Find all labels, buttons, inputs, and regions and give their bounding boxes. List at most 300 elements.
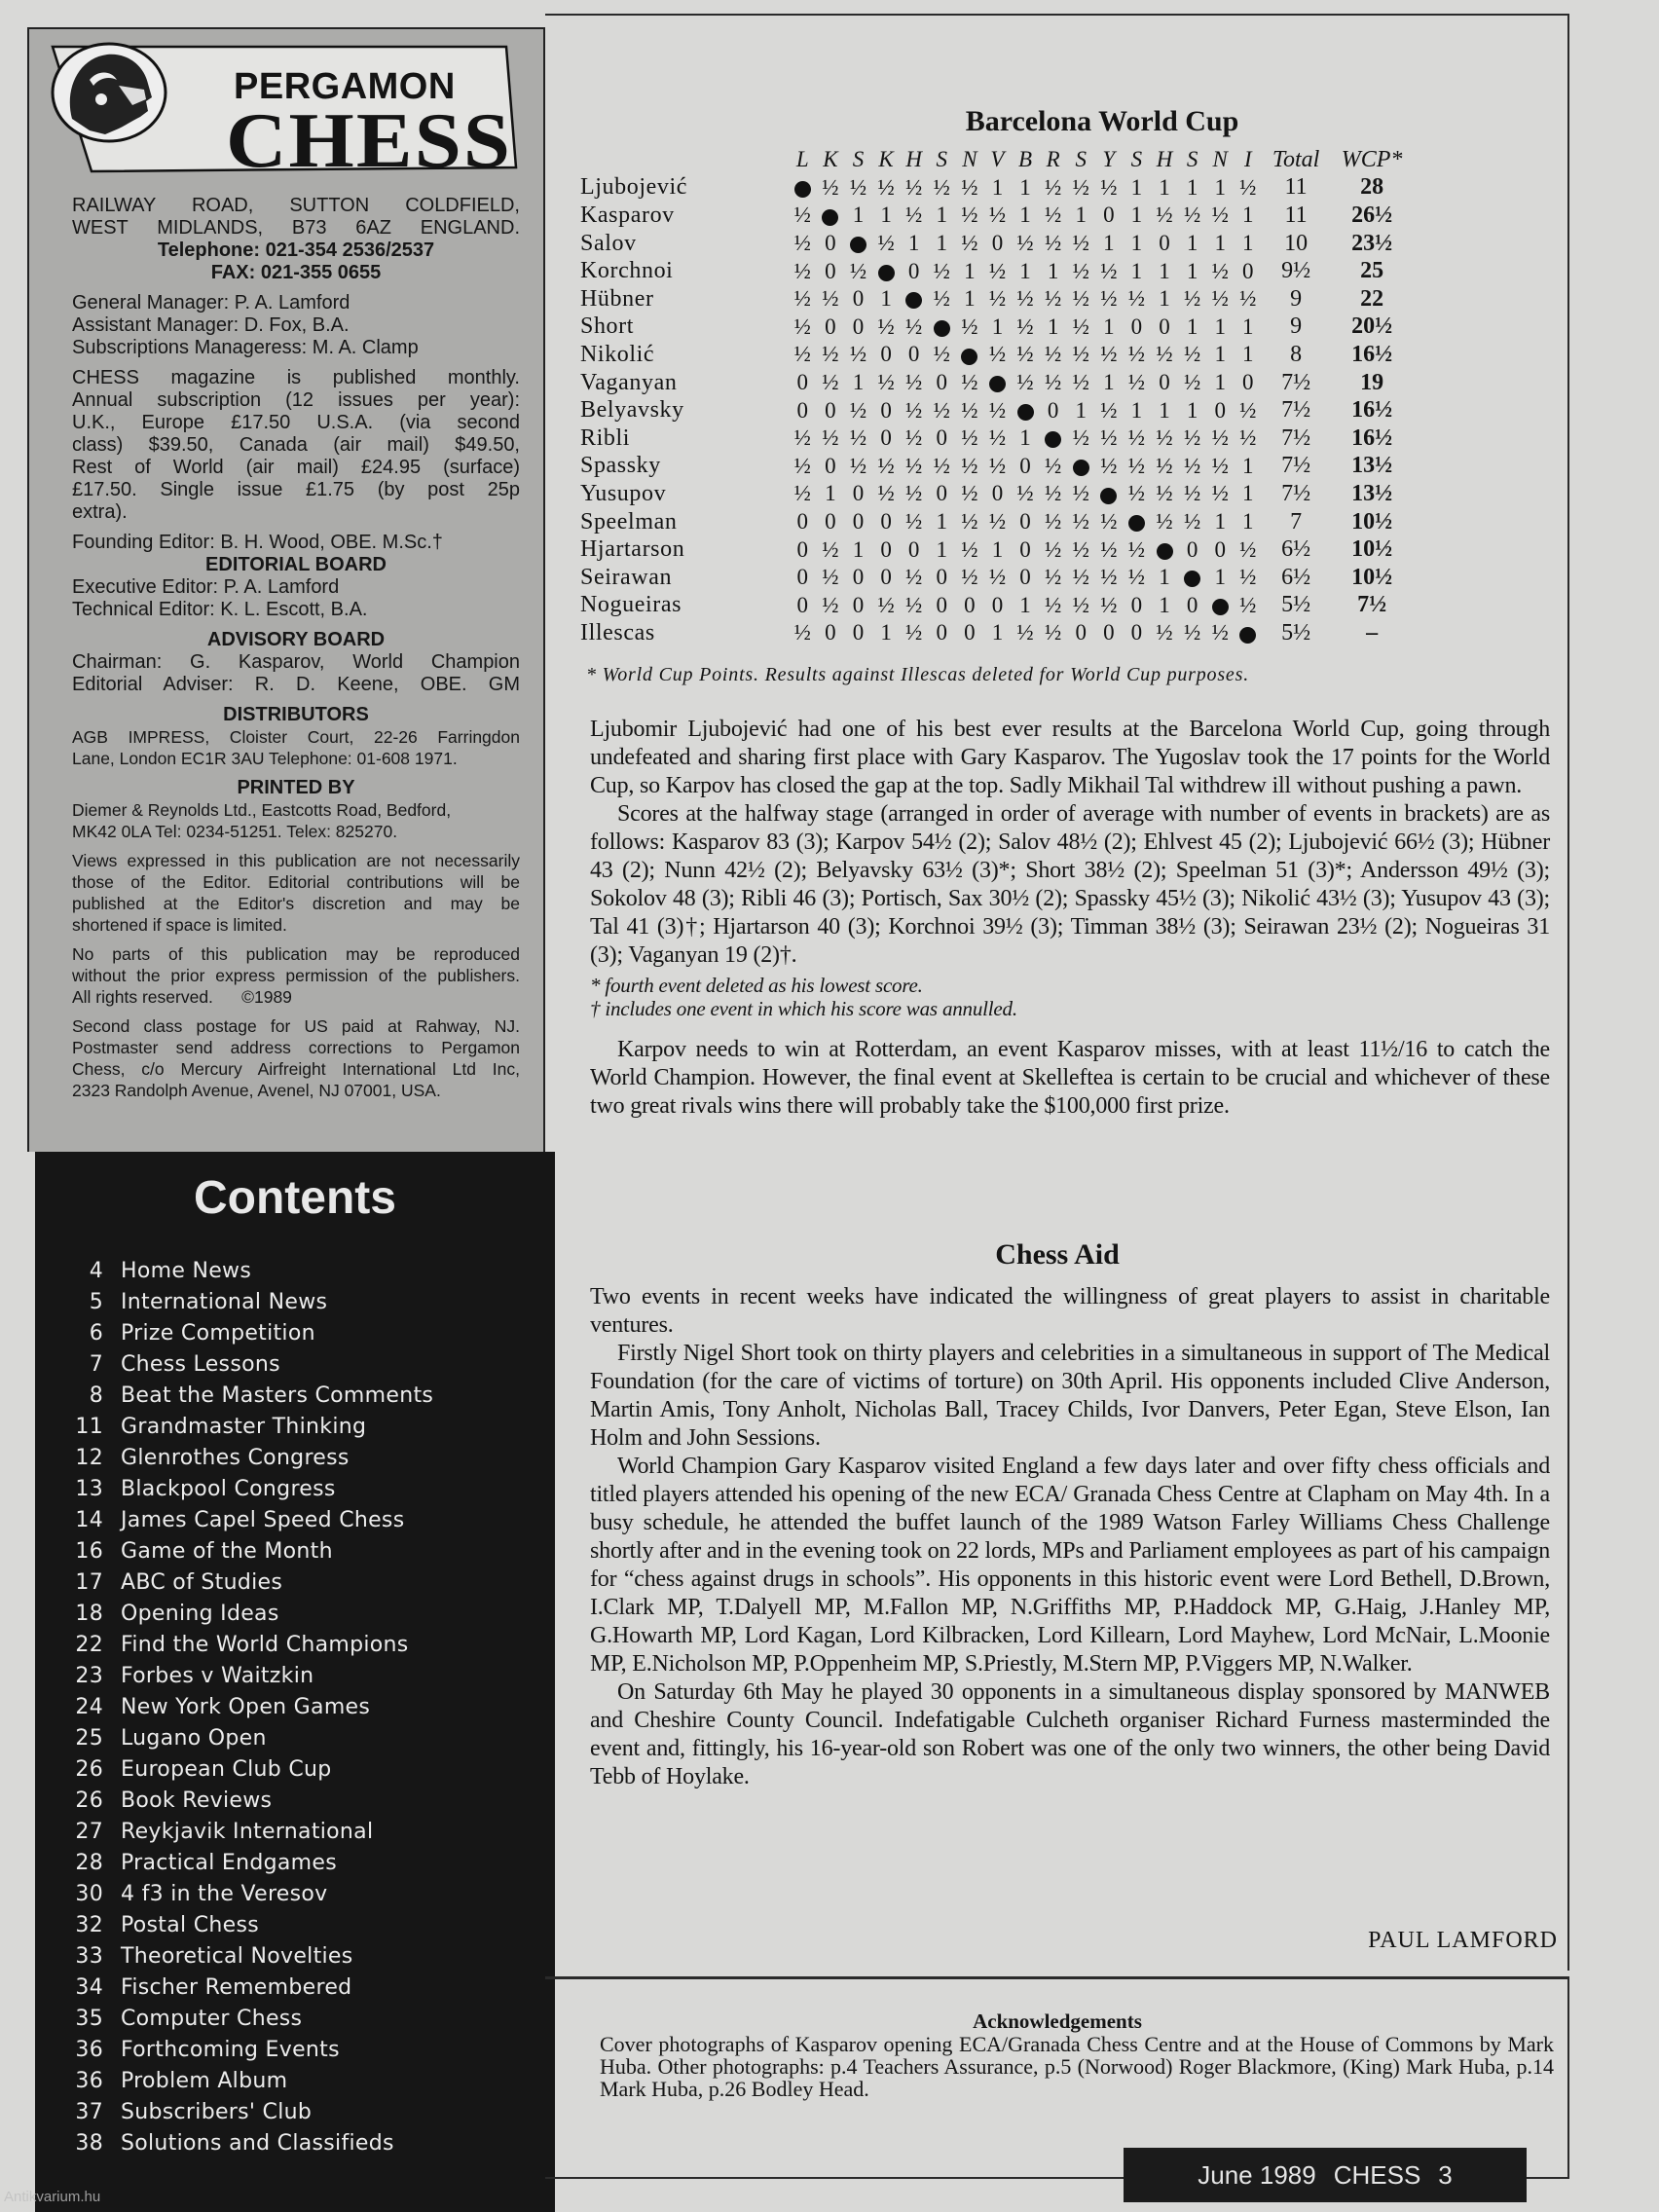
- subscription-line: extra).: [72, 501, 128, 523]
- player-name: Yusupov: [580, 480, 667, 506]
- player-wcp: 10½: [1351, 536, 1393, 563]
- crosstable-row: [580, 480, 1414, 508]
- player-name: Nikolić: [580, 341, 655, 367]
- crosstable-row: [580, 619, 1414, 647]
- footer-magazine: CHESS: [1333, 2159, 1421, 2190]
- contents-item: [64, 2127, 541, 2158]
- contents-page-number: 22: [75, 1632, 103, 1657]
- game-result: 0: [852, 592, 865, 617]
- editorial-board-line: Technical Editor: K. L. Escott, B.A.: [72, 599, 368, 620]
- game-result: 1: [1159, 286, 1170, 312]
- game-result: ½: [793, 231, 811, 256]
- filled-circle-icon: [1045, 431, 1061, 448]
- contents-page-number: 23: [75, 1663, 103, 1688]
- contents-page-number: 16: [75, 1538, 103, 1564]
- paragraph: On Saturday 6th May he played 30 opponents in a simultaneous display sponsored by MANWEB and Cheshire County Council. Indefatigable Culcheth organiser Richard Furness masterminded the event and, fittingly, his 16-year-old son Robert was one of the only two winners, the other being David Tebb of Hoylake.: [590, 1679, 1550, 1789]
- contents-item-title: Subscribers' Club: [121, 2099, 313, 2124]
- subscription-line: U.K., Europe £17.50 U.S.A. (via second: [72, 412, 520, 433]
- player-total: 7½: [1281, 369, 1311, 395]
- game-result: ½: [1072, 313, 1089, 339]
- contents-item: [64, 1535, 541, 1567]
- game-result: ½: [1045, 536, 1062, 562]
- game-result: 1: [1075, 203, 1087, 228]
- contents-page-number: 12: [75, 1445, 103, 1470]
- game-result: 0: [880, 509, 892, 535]
- player-wcp: 22: [1360, 285, 1384, 312]
- contents-item: [64, 1598, 541, 1629]
- game-result: ½: [1100, 174, 1118, 200]
- contents-page-number: 5: [89, 1289, 103, 1314]
- contents-item: [64, 1473, 541, 1504]
- self-game-dot-icon: [1067, 454, 1095, 479]
- game-result: 1: [852, 370, 865, 395]
- game-result: 1: [991, 174, 1004, 200]
- player-name: Ljubojević: [580, 174, 687, 201]
- player-wcp: 19: [1360, 369, 1384, 395]
- game-result: 0: [936, 592, 948, 617]
- paragraph: Karpov needs to win at Rotterdam, an event Kasparov misses, with at least 11½/16 to catch the World Champion. However, the final event at Skelleftea is certain to be crucial and whichever of these two great rivals wins there will probably take the $100,000 first prize.: [590, 1037, 1550, 1119]
- contents-page-number: 34: [75, 1974, 103, 2000]
- game-result: 1: [1159, 397, 1170, 423]
- game-result: ½: [1072, 342, 1089, 367]
- game-result: ½: [1100, 397, 1118, 423]
- game-result: ½: [1072, 370, 1089, 395]
- self-game-dot-icon: [900, 286, 928, 312]
- game-result: ½: [877, 370, 895, 395]
- contents-page-number: 6: [89, 1320, 103, 1346]
- article-body-1: [590, 716, 1550, 1121]
- contents-item-title: New York Open Games: [121, 1694, 371, 1719]
- game-result: 1: [1214, 565, 1226, 590]
- printed-by-line: Diemer & Reynolds Ltd., Eastcotts Road, Bedford,: [72, 800, 452, 820]
- editorial-board-heading: EDITORIAL BOARD: [205, 554, 387, 575]
- crosstable-column-initial: N: [962, 147, 977, 172]
- contents-item-title: European Club Cup: [121, 1756, 332, 1782]
- player-total: 7½: [1281, 480, 1311, 506]
- contents-item-title: Find the World Champions: [121, 1632, 409, 1657]
- crosstable-row: [580, 508, 1414, 536]
- game-result: ½: [1072, 592, 1089, 617]
- player-name: Hübner: [580, 285, 654, 312]
- game-result: ½: [1239, 425, 1257, 451]
- player-name: Hjartarson: [580, 536, 685, 563]
- contents-item: [64, 1286, 541, 1317]
- game-result: 1: [1019, 425, 1031, 451]
- contents-item-title: Theoretical Novelties: [121, 1943, 353, 1969]
- game-result: ½: [933, 342, 950, 367]
- game-result: ½: [905, 453, 923, 478]
- contents-item-title: Problem Album: [121, 2068, 288, 2093]
- game-result: ½: [905, 481, 923, 506]
- game-result: 1: [1214, 509, 1226, 535]
- contents-page-number: 27: [75, 1819, 103, 1844]
- crosstable-column-initial: S: [936, 147, 948, 172]
- player-name: Vaganyan: [580, 369, 678, 395]
- game-result: ½: [1100, 425, 1118, 451]
- game-result: ½: [1239, 286, 1257, 312]
- contents-page-number: 30: [75, 1881, 103, 1906]
- game-result: ½: [877, 313, 895, 339]
- player-name: Salov: [580, 230, 637, 256]
- contents-item: [64, 1380, 541, 1411]
- contents-item-title: Computer Chess: [121, 2006, 303, 2031]
- filled-circle-icon: [1100, 488, 1117, 504]
- game-result: ½: [1211, 620, 1229, 645]
- game-result: 0: [1214, 536, 1226, 562]
- game-result: 0: [991, 231, 1004, 256]
- filled-circle-icon: [1073, 460, 1089, 476]
- contents-item: [64, 1785, 541, 1816]
- contents-item-title: Reykjavik International: [121, 1819, 374, 1844]
- game-result: ½: [988, 258, 1007, 283]
- contents-list: [64, 1255, 541, 2158]
- game-result: 0: [1047, 397, 1059, 423]
- game-result: 0: [880, 397, 892, 423]
- game-result: ½: [1045, 174, 1062, 200]
- game-result: 0: [907, 342, 920, 367]
- contents-page-number: 18: [75, 1601, 103, 1626]
- crosstable-column-initial: V: [990, 147, 1005, 172]
- game-result: ½: [1100, 536, 1118, 562]
- game-result: 0: [1019, 509, 1031, 535]
- crosstable-column-initial: L: [795, 147, 809, 172]
- game-result: 1: [1242, 313, 1254, 339]
- game-result: ½: [1183, 481, 1201, 506]
- game-result: ½: [1183, 509, 1201, 535]
- game-result: 1: [1242, 453, 1254, 478]
- magazine-title: CHESS: [226, 98, 513, 184]
- contents-item: [64, 1442, 541, 1473]
- game-result: ½: [877, 174, 895, 200]
- game-result: 0: [796, 397, 809, 423]
- game-result: ½: [849, 453, 867, 478]
- game-result: 0: [1019, 565, 1031, 590]
- contents-page-number: 37: [75, 2099, 103, 2124]
- game-result: ½: [793, 313, 811, 339]
- player-total: 11: [1284, 174, 1308, 201]
- filled-circle-icon: [1239, 627, 1256, 644]
- contents-page-number: 26: [75, 1788, 103, 1813]
- game-result: ½: [1072, 258, 1089, 283]
- editorial-board-line: Executive Editor: P. A. Lamford: [72, 576, 340, 598]
- distributors-heading: DISTRIBUTORS: [223, 704, 369, 725]
- game-result: 0: [1019, 453, 1031, 478]
- game-result: 0: [1159, 313, 1170, 339]
- game-result: ½: [1072, 425, 1089, 451]
- game-result: 1: [907, 231, 920, 256]
- player-wcp: 16½: [1351, 424, 1393, 451]
- telephone: Telephone: 021-354 2536/2537: [157, 240, 435, 261]
- contents-item: [64, 1504, 541, 1535]
- contents-item-title: Forthcoming Events: [121, 2037, 340, 2062]
- crosstable-row: [580, 202, 1414, 230]
- game-result: 1: [1186, 313, 1198, 339]
- paragraph: Ljubomir Ljubojević had one of his best ever results at the Barcelona World Cup, going through undefeated and sharing first place with Gary Kasparov. The Yugoslav took the 17 points for the World Cup, so Karpov has closed the gap at the top. Sadly Mikhail Tal withdrew ill without pushing a pawn.: [590, 717, 1550, 798]
- game-result: ½: [988, 565, 1007, 590]
- crosstable-row: [580, 424, 1414, 453]
- game-result: ½: [905, 174, 923, 200]
- game-result: 1: [1130, 174, 1143, 200]
- game-result: 0: [825, 397, 836, 423]
- filled-circle-icon: [934, 320, 950, 337]
- contents-item: [64, 1691, 541, 1722]
- game-result: ½: [1072, 174, 1089, 200]
- contents-item: [64, 1816, 541, 1847]
- player-wcp: 13½: [1351, 480, 1393, 506]
- views-line: published at the Editor's discretion and may be: [72, 894, 520, 913]
- game-result: ½: [1100, 342, 1118, 367]
- advisory-board-line: Chairman: G. Kasparov, World Champion: [72, 651, 520, 673]
- contents-item: [64, 1972, 541, 2003]
- game-result: ½: [905, 565, 923, 590]
- game-result: 0: [1075, 620, 1087, 645]
- self-game-dot-icon: [817, 203, 845, 228]
- game-result: ½: [988, 453, 1007, 478]
- game-result: 0: [880, 425, 892, 451]
- game-result: 0: [1130, 592, 1143, 617]
- game-result: ½: [1127, 286, 1146, 312]
- crosstable-row: [580, 230, 1414, 258]
- game-result: ½: [961, 509, 978, 535]
- player-name: Korchnoi: [580, 258, 674, 284]
- player-name: Illescas: [580, 619, 655, 645]
- game-result: 0: [852, 481, 865, 506]
- game-result: 1: [880, 620, 892, 645]
- player-name: Short: [580, 313, 635, 340]
- game-result: ½: [1127, 425, 1146, 451]
- game-result: ½: [988, 397, 1007, 423]
- contents-page-number: 36: [75, 2068, 103, 2093]
- subscription-line: CHESS magazine is published monthly.: [72, 367, 520, 388]
- game-result: ½: [1045, 203, 1062, 228]
- game-result: 0: [880, 342, 892, 367]
- contents-item: [64, 1753, 541, 1785]
- section-heading-chess-aid: Chess Aid: [995, 1238, 1120, 1271]
- player-wcp: 23½: [1351, 230, 1393, 256]
- crosstable-column-initial: I: [1243, 147, 1252, 172]
- player-wcp: 26½: [1351, 202, 1393, 228]
- contents-item-title: Glenrothes Congress: [121, 1445, 350, 1470]
- contents-item-title: Opening Ideas: [121, 1601, 279, 1626]
- crosstable-row: [580, 369, 1414, 397]
- game-result: ½: [1016, 342, 1034, 367]
- game-result: ½: [1183, 425, 1201, 451]
- game-result: ½: [1045, 620, 1062, 645]
- game-result: ½: [1127, 453, 1146, 478]
- subscription-line: Rest of World (air mail) £24.95 (surface): [72, 457, 520, 478]
- staff-line: Assistant Manager: D. Fox, B.A.: [72, 314, 350, 336]
- game-result: 0: [1242, 370, 1254, 395]
- game-result: ½: [877, 481, 895, 506]
- crosstable-column-initial: K: [878, 147, 894, 172]
- game-result: 1: [1019, 203, 1031, 228]
- contents-page-number: 8: [89, 1382, 103, 1408]
- game-result: ½: [1100, 592, 1118, 617]
- contents-page-number: 17: [75, 1569, 103, 1595]
- game-result: 0: [825, 453, 836, 478]
- contents-item-title: ABC of Studies: [121, 1569, 283, 1595]
- postage-line: Second class postage for US paid at Rahway, NJ.: [72, 1016, 520, 1036]
- game-result: ½: [793, 481, 811, 506]
- game-result: ½: [961, 174, 978, 200]
- game-result: ½: [1211, 203, 1229, 228]
- game-result: 1: [991, 620, 1004, 645]
- game-result: 0: [1159, 370, 1170, 395]
- staff-line: General Manager: P. A. Lamford: [72, 292, 350, 313]
- crosstable-row: [580, 396, 1414, 424]
- contents-page-number: 38: [75, 2130, 103, 2156]
- player-wcp: 25: [1360, 258, 1384, 284]
- player-total: 10: [1284, 230, 1309, 256]
- player-name: Speelman: [580, 508, 678, 535]
- contents-item-title: Fischer Remembered: [121, 1974, 352, 2000]
- game-result: ½: [1211, 481, 1229, 506]
- game-result: ½: [793, 258, 811, 283]
- fax: FAX: 021-355 0655: [210, 262, 382, 283]
- game-result: ½: [1156, 203, 1173, 228]
- game-result: ½: [1211, 425, 1229, 451]
- game-result: 1: [936, 231, 948, 256]
- filled-circle-icon: [794, 181, 811, 198]
- game-result: ½: [1183, 286, 1201, 312]
- self-game-dot-icon: [1178, 565, 1206, 590]
- game-result: ½: [1183, 342, 1201, 367]
- game-result: ½: [1156, 509, 1173, 535]
- crosstable-column-initial: S: [1075, 147, 1087, 172]
- game-result: ½: [1156, 342, 1173, 367]
- game-result: ½: [933, 258, 950, 283]
- game-result: ½: [822, 592, 839, 617]
- game-result: 1: [1242, 481, 1254, 506]
- contents-item: [64, 1348, 541, 1380]
- game-result: ½: [905, 313, 923, 339]
- game-result: 1: [1159, 174, 1170, 200]
- game-result: 0: [796, 370, 809, 395]
- game-result: ½: [1100, 565, 1118, 590]
- game-result: 0: [907, 536, 920, 562]
- game-result: 0: [796, 509, 809, 535]
- game-result: 1: [936, 203, 948, 228]
- game-result: ½: [1239, 397, 1257, 423]
- contents-item: [64, 1255, 541, 1286]
- self-game-dot-icon: [983, 370, 1012, 395]
- game-result: ½: [849, 397, 867, 423]
- contents-page-number: 7: [89, 1351, 103, 1377]
- contents-page-number: 26: [75, 1756, 103, 1782]
- game-result: ½: [849, 342, 867, 367]
- game-result: ½: [961, 481, 978, 506]
- game-result: ½: [1156, 453, 1173, 478]
- game-result: 1: [1130, 258, 1143, 283]
- game-result: ½: [961, 203, 978, 228]
- game-result: 0: [1186, 592, 1198, 617]
- address-line: WEST MIDLANDS, B73 6AZ ENGLAND.: [72, 217, 520, 239]
- game-result: 1: [1103, 370, 1115, 395]
- self-game-dot-icon: [1095, 481, 1124, 506]
- crosstable-footnote: * World Cup Points. Results against Illescas deleted for World Cup purposes.: [586, 664, 1249, 685]
- game-result: ½: [933, 453, 950, 478]
- paragraph: World Champion Gary Kasparov visited England a few days later and over fifty chess officials and titled players attended his opening of the new ECA/ Granada Chess Centre at Clapham on May 4th. In a busy schedule, he attended the buffet launch of the 1989 Watson Farley Williams Chess Challenge shortly after and in the evening took on 22 lords, MPs and Parliament employees as part of his campaign for “chess against drugs in schools”. His opponents in this historic event were Lord Bethell, D.Brown, I.Clark MP, T.Dalyell MP, M.Fallon MP, N.Griffiths MP, P.Haddock MP, G.Haig, J.Hanley MP, G.Howarth MP, Lord Kagan, Lord Kilbracken, Lord Killearn, Lord Mayhew, Lord McNair, L.Moonie MP, E.Nicholson MP, P.Oppenheim MP, S.Priestly, M.Stern MP, P.Viggers MP, N.Walker.: [590, 1454, 1550, 1677]
- contents-item-title: Grandmaster Thinking: [121, 1414, 367, 1439]
- game-result: 1: [1019, 592, 1031, 617]
- game-result: ½: [1183, 620, 1201, 645]
- game-result: 1: [1186, 174, 1198, 200]
- game-result: 1: [1242, 231, 1254, 256]
- game-result: ½: [1016, 370, 1034, 395]
- player-total: 8: [1290, 341, 1303, 367]
- game-result: 1: [1047, 258, 1059, 283]
- player-total: 6½: [1281, 564, 1311, 590]
- watermark: Antikvarium.hu: [4, 2189, 101, 2205]
- filled-circle-icon: [878, 265, 895, 281]
- player-wcp: 16½: [1351, 341, 1393, 367]
- game-result: ½: [849, 258, 867, 283]
- game-result: ½: [1045, 565, 1062, 590]
- contents-item: [64, 2065, 541, 2096]
- self-game-dot-icon: [1039, 425, 1067, 451]
- contents-item-title: Chess Lessons: [121, 1351, 280, 1377]
- game-result: 0: [796, 536, 809, 562]
- crosstable-column-initial: Y: [1102, 147, 1116, 172]
- crosstable-column-initial: K: [823, 147, 838, 172]
- views-line: Views expressed in this publication are not necessarily: [72, 851, 520, 870]
- printed-by-heading: PRINTED BY: [237, 777, 355, 798]
- game-result: ½: [1127, 481, 1146, 506]
- game-result: ½: [961, 231, 978, 256]
- game-result: 0: [880, 536, 892, 562]
- crosstable-column-initial: R: [1046, 147, 1060, 172]
- game-result: ½: [1100, 509, 1118, 535]
- contents-item-title: 4 f3 in the Veresov: [121, 1881, 328, 1906]
- game-result: ½: [1127, 370, 1146, 395]
- contents-item: [64, 1660, 541, 1691]
- contents-item: [64, 2003, 541, 2034]
- contents-page-number: 11: [75, 1414, 103, 1439]
- game-result: 1: [1047, 313, 1059, 339]
- game-result: 1: [1186, 397, 1198, 423]
- game-result: 0: [936, 370, 948, 395]
- game-result: ½: [933, 397, 950, 423]
- game-result: ½: [961, 536, 978, 562]
- game-result: ½: [877, 231, 895, 256]
- contents-page-number: 35: [75, 2006, 103, 2031]
- crosstable-column-initial: S: [1186, 147, 1198, 172]
- contents-page-number: 4: [89, 1258, 103, 1283]
- game-result: 1: [1103, 231, 1115, 256]
- player-total: 5½: [1281, 592, 1311, 618]
- advisory-board-line: Editorial Adviser: R. D. Keene, OBE. GM: [72, 674, 520, 695]
- player-wcp: –: [1366, 619, 1379, 645]
- game-result: 1: [964, 258, 976, 283]
- game-result: ½: [877, 453, 895, 478]
- article-body-2: [590, 1283, 1550, 1791]
- contents-page-number: 28: [75, 1850, 103, 1875]
- staff-line: Subscriptions Manageress: M. A. Clamp: [72, 337, 419, 358]
- game-result: ½: [905, 620, 923, 645]
- crosstable-total-header: Total: [1272, 146, 1320, 172]
- game-result: ½: [1127, 536, 1146, 562]
- game-result: 0: [1186, 536, 1198, 562]
- game-result: ½: [988, 509, 1007, 535]
- game-result: 1: [880, 286, 892, 312]
- player-name: Kasparov: [580, 202, 675, 228]
- game-result: ½: [1100, 286, 1118, 312]
- contents-title: Contents: [194, 1172, 396, 1224]
- self-game-dot-icon: [872, 259, 901, 284]
- filled-circle-icon: [905, 292, 922, 309]
- game-result: ½: [1100, 258, 1118, 283]
- game-result: 0: [825, 509, 836, 535]
